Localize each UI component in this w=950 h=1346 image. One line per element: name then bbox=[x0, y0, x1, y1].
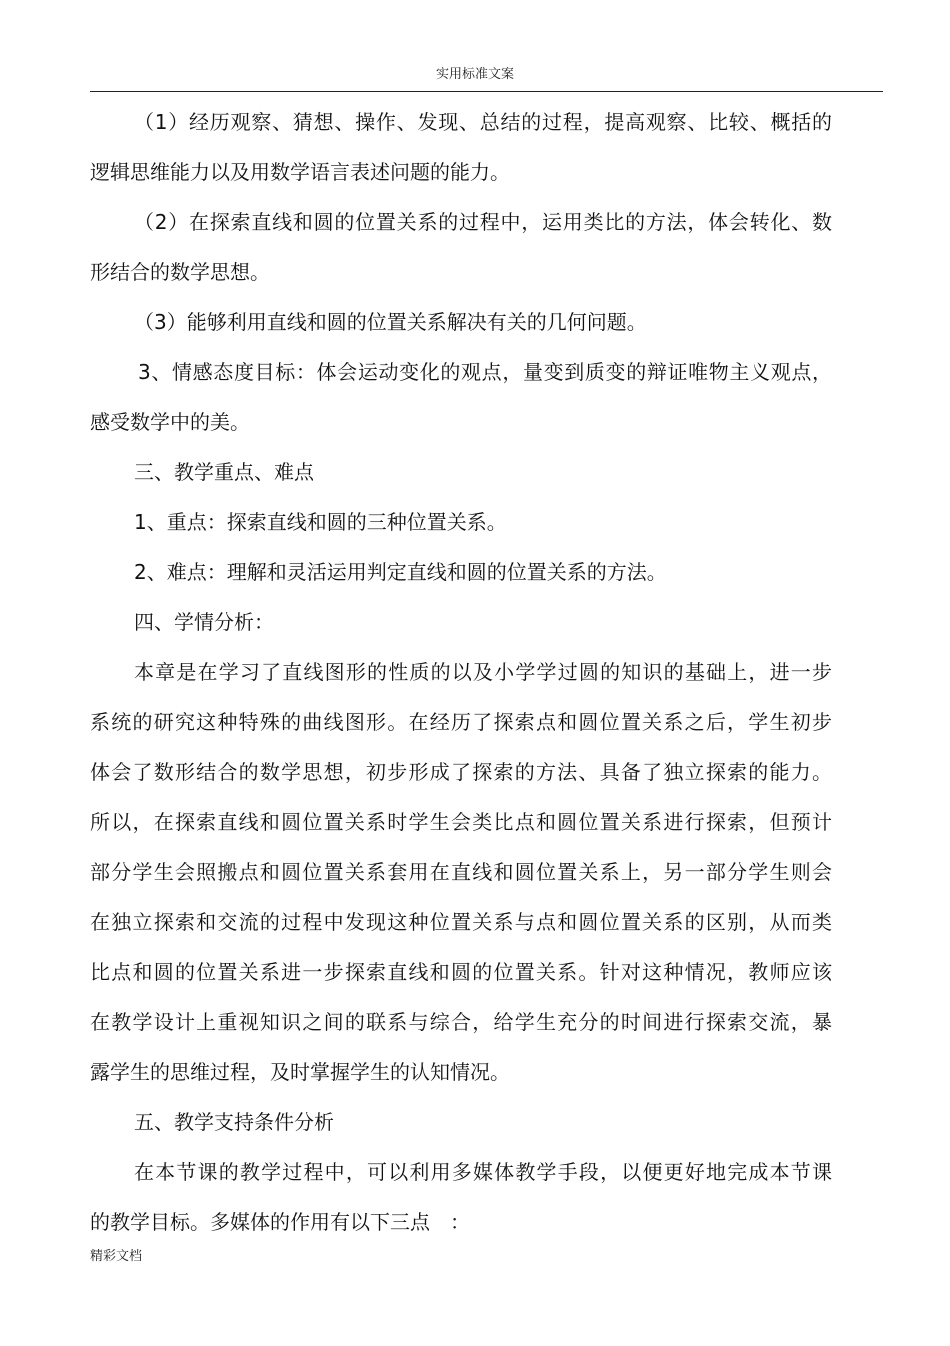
text-line: 在本节课的教学过程中，可以利用多媒体教学手段，以便更好地完成本节课 bbox=[134, 1160, 832, 1184]
text-line: 露学生的思维过程，及时掌握学生的认知情况。 bbox=[90, 1060, 510, 1084]
text-line: 形结合的数学思想。 bbox=[90, 260, 270, 284]
text-line: 本章是在学习了直线图形的性质的以及小学学过圆的知识的基础上，进一步 bbox=[134, 660, 832, 684]
section-heading: 五、教学支持条件分析 bbox=[134, 1110, 334, 1134]
text-line: 2、难点：理解和灵活运用判定直线和圆的位置关系的方法。 bbox=[134, 560, 667, 584]
text-line: 在教学设计上重视知识之间的联系与综合，给学生充分的时间进行探索交流，暴 bbox=[90, 1010, 832, 1034]
text-line: （1）经历观察、猜想、操作、发现、总结的过程，提高观察、比较、概括的 bbox=[134, 110, 832, 134]
section-heading: 四、学情分析： bbox=[134, 610, 274, 634]
text-line: 3、情感态度目标：体会运动变化的观点，量变到质变的辩证唯物主义观点， bbox=[138, 360, 832, 384]
text-line: 系统的研究这种特殊的曲线图形。在经历了探索点和圆位置关系之后，学生初步 bbox=[90, 710, 832, 734]
text-line: 比点和圆的位置关系进一步探索直线和圆的位置关系。针对这种情况，教师应该 bbox=[90, 960, 832, 984]
section-heading: 三、教学重点、难点 bbox=[134, 460, 314, 484]
document-body bbox=[90, 97, 832, 1247]
text-line: 在独立探索和交流的过程中发现这种位置关系与点和圆位置关系的区别，从而类 bbox=[90, 910, 832, 934]
text-line: 的教学目标。多媒体的作用有以下三点 ： bbox=[90, 1210, 470, 1234]
text-line: 感受数学中的美。 bbox=[90, 410, 250, 434]
page-footer-label: 精彩文档 bbox=[90, 1249, 143, 1264]
header-divider bbox=[90, 91, 883, 92]
text-line: 1、重点：探索直线和圆的三种位置关系。 bbox=[134, 510, 507, 534]
page-header-title: 实用标准文案 bbox=[435, 67, 514, 82]
text-line: （3）能够利用直线和圆的位置关系解决有关的几何问题。 bbox=[134, 310, 647, 334]
text-line: 逻辑思维能力以及用数学语言表述问题的能力。 bbox=[90, 160, 510, 184]
text-line: 所以，在探索直线和圆位置关系时学生会类比点和圆位置关系进行探索，但预计 bbox=[90, 810, 832, 834]
text-line: （2）在探索直线和圆的位置关系的过程中，运用类比的方法，体会转化、数 bbox=[134, 210, 832, 234]
text-line: 部分学生会照搬点和圆位置关系套用在直线和圆位置关系上，另一部分学生则会 bbox=[90, 860, 832, 884]
text-line: 体会了数形结合的数学思想，初步形成了探索的方法、具备了独立探索的能力。 bbox=[90, 760, 832, 784]
